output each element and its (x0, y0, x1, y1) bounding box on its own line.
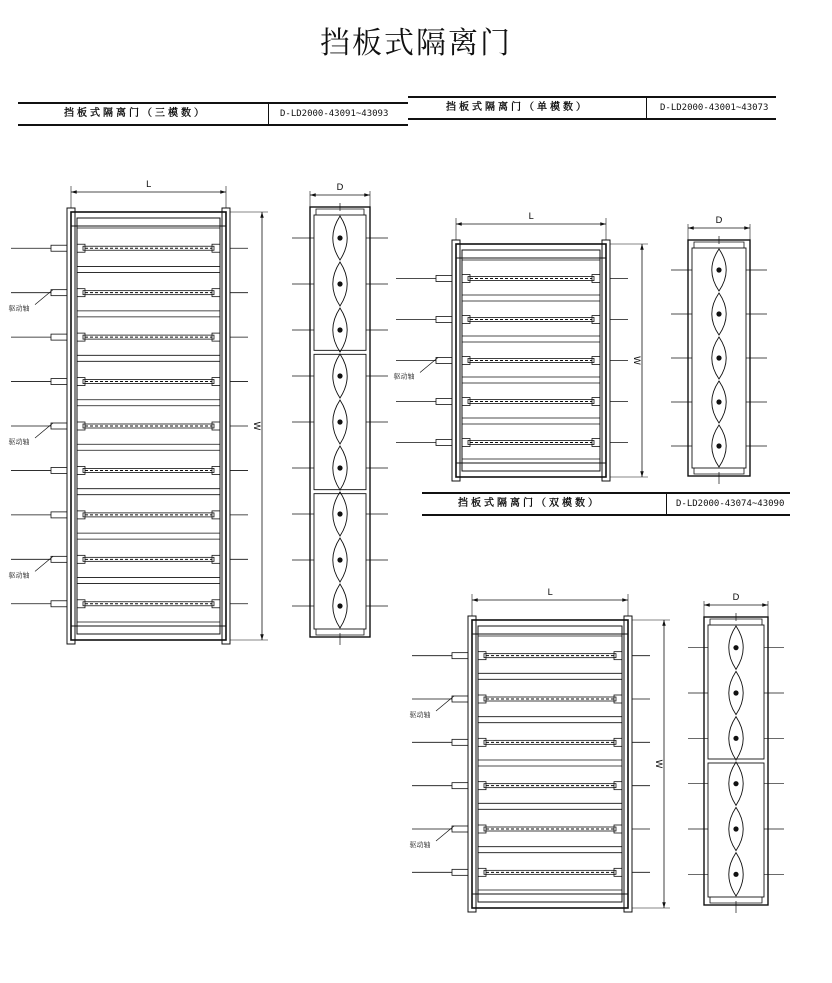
bearing (592, 398, 600, 406)
bearing (462, 398, 470, 406)
dimension-arrow (456, 222, 462, 226)
pivot-point (733, 872, 738, 877)
shaft-stub (452, 783, 468, 789)
bearing (212, 289, 220, 297)
dimension-arrow (600, 222, 606, 226)
drawing-code: D-LD2000-43001~43073 (660, 103, 769, 113)
bearing (462, 439, 470, 447)
shaft-stub (51, 379, 67, 385)
front-view-triple (9, 180, 269, 644)
damper-blade (394, 342, 629, 381)
dimension-arrow (704, 603, 710, 607)
dimension-arrow (762, 603, 768, 607)
drive-shaft-label: 驱动轴 (393, 372, 415, 381)
dimension-arrow (71, 190, 77, 194)
front-view-single (394, 212, 649, 481)
bearing (212, 466, 220, 474)
bearing (478, 738, 486, 746)
pivot-point (337, 235, 342, 240)
shaft-stub (51, 556, 67, 562)
bearing (592, 275, 600, 283)
damper-blade (412, 853, 650, 890)
blade-section (688, 762, 784, 805)
bearing (77, 244, 85, 252)
blade-section (671, 249, 767, 291)
dimension-label: D (336, 183, 344, 193)
callout-line (35, 556, 53, 571)
pivot-point (716, 443, 721, 448)
callout-line (35, 423, 53, 438)
pivot-point (733, 781, 738, 786)
blade-section (292, 308, 388, 352)
pivot-point (337, 419, 342, 424)
pivot-point (337, 281, 342, 286)
blade-section (292, 262, 388, 306)
blade-section (688, 626, 784, 669)
dimension-label: L (547, 588, 553, 598)
outer-frame (472, 620, 628, 908)
bearing (212, 555, 220, 563)
dimension-arrow (662, 902, 666, 908)
damper-blade (9, 539, 249, 579)
callout-line (35, 290, 53, 305)
bearing (77, 378, 85, 386)
drawing-code: D-LD2000-43074~43090 (676, 499, 785, 509)
bearing (614, 782, 622, 790)
drive-shaft-label: 驱动轴 (8, 438, 30, 446)
blade-section (688, 717, 784, 760)
dimension-label: W (631, 356, 641, 365)
bearing (212, 511, 220, 519)
damper-blade (11, 495, 248, 533)
shaft-stub (436, 440, 452, 446)
shaft-stub (436, 317, 452, 323)
damper-blade (396, 424, 628, 459)
bearing (614, 695, 622, 703)
pivot-point (337, 603, 342, 608)
bearing (462, 275, 470, 283)
dimension-arrow (364, 193, 370, 197)
damper-blade (396, 301, 628, 336)
bearing (212, 600, 220, 608)
damper-blade (412, 766, 650, 803)
inner-frame (77, 218, 220, 634)
pivot-point (733, 690, 738, 695)
bearing (462, 316, 470, 324)
dimension-arrow (260, 634, 264, 640)
callout-line (420, 358, 438, 373)
bearing (614, 738, 622, 746)
drive-shaft-label: 驱动轴 (8, 304, 30, 313)
bearing (592, 357, 600, 365)
blade-section (688, 853, 784, 896)
bearing (592, 316, 600, 324)
bearing (478, 652, 486, 660)
pivot-point (337, 327, 342, 332)
dimension-arrow (310, 193, 316, 197)
dimension-arrow (260, 212, 264, 218)
pivot-point (733, 645, 738, 650)
drive-shaft-label: 驱动轴 (409, 711, 431, 719)
blade-section (671, 293, 767, 335)
shaft-stub (436, 276, 452, 282)
bearing (478, 825, 486, 833)
damper-blade (11, 584, 248, 622)
dimension-arrow (640, 471, 644, 477)
page-title: 挡板式隔离门 (320, 26, 512, 61)
bearing (478, 782, 486, 790)
bearing (77, 333, 85, 341)
blade-section (671, 381, 767, 423)
side-frame (704, 617, 768, 905)
damper-blade (396, 383, 628, 418)
dimension-label: D (732, 593, 740, 603)
shaft-stub (51, 601, 67, 607)
blade-section (292, 446, 388, 490)
blade-section (688, 807, 784, 850)
bearing (212, 378, 220, 386)
dimension-arrow (472, 598, 478, 602)
front-view-double (410, 588, 671, 912)
dimension-arrow (622, 598, 628, 602)
dimension-arrow (688, 226, 694, 230)
drawing-name: 挡板式隔离门（三模数） (64, 108, 207, 119)
shaft-stub (51, 423, 67, 429)
bearing (212, 422, 220, 430)
drawing-name: 挡板式隔离门（单模数） (446, 102, 589, 113)
blade-section (292, 584, 388, 628)
bearing (77, 555, 85, 563)
callout-line (436, 696, 454, 711)
blade-section (671, 337, 767, 379)
bearing (77, 289, 85, 297)
blade-section (292, 354, 388, 398)
pivot-point (716, 311, 721, 316)
side-view-double (688, 593, 784, 913)
damper-blade (9, 272, 249, 312)
dimension-label: W (653, 759, 663, 769)
shaft-stub (436, 358, 452, 364)
bearing (614, 652, 622, 660)
bearing (77, 511, 85, 519)
bearing (462, 357, 470, 365)
dimension-arrow (662, 620, 666, 626)
side-view-triple (292, 183, 388, 645)
damper-blade (410, 809, 651, 849)
dimension-label: D (715, 216, 723, 226)
side-view-single (671, 216, 767, 484)
dimension-label: W (251, 421, 261, 431)
pivot-point (337, 465, 342, 470)
bearing (77, 422, 85, 430)
dimension-arrow (640, 244, 644, 250)
blade-section (671, 425, 767, 467)
callout-line (436, 826, 454, 841)
shaft-stub (51, 467, 67, 473)
drive-shaft-label: 驱动轴 (409, 841, 431, 849)
blade-section (688, 671, 784, 714)
damper-blade (9, 406, 249, 446)
bearing (478, 868, 486, 876)
shaft-stub (51, 334, 67, 340)
shaft-stub (452, 739, 468, 745)
bearing (614, 825, 622, 833)
damper-blade (412, 636, 650, 673)
bearing (614, 868, 622, 876)
damper-blade (410, 679, 651, 719)
pivot-point (337, 373, 342, 378)
inner-frame (478, 626, 622, 902)
bearing (212, 244, 220, 252)
shaft-stub (452, 653, 468, 659)
damper-blade (11, 361, 248, 399)
dimension-label: L (145, 180, 152, 190)
pivot-point (337, 557, 342, 562)
damper-blade (11, 450, 248, 488)
shaft-stub (452, 696, 468, 702)
shaft-stub (452, 826, 468, 832)
blade-section (292, 216, 388, 260)
shaft-stub (436, 399, 452, 405)
damper-blade (11, 317, 248, 355)
bearing (77, 600, 85, 608)
damper-blade (396, 260, 628, 295)
shaft-stub (51, 512, 67, 518)
pivot-point (716, 399, 721, 404)
shaft-stub (452, 869, 468, 875)
drive-shaft-label: 驱动轴 (8, 571, 30, 580)
blade-section (292, 492, 388, 536)
dimension-label: L (528, 212, 534, 222)
bearing (77, 466, 85, 474)
pivot-point (337, 511, 342, 516)
bearing (592, 439, 600, 447)
dimension-arrow (744, 226, 750, 230)
bearing (478, 695, 486, 703)
blade-section (292, 538, 388, 582)
shaft-stub (51, 245, 67, 251)
damper-blade (11, 228, 248, 266)
damper-blade (412, 723, 650, 760)
pivot-point (733, 736, 738, 741)
bearing (212, 333, 220, 341)
pivot-point (716, 355, 721, 360)
pivot-point (733, 826, 738, 831)
drawing-code: D-LD2000-43091~43093 (280, 109, 389, 119)
dimension-arrow (220, 190, 226, 194)
shaft-stub (51, 290, 67, 296)
drawing-name: 挡板式隔离门（双模数） (458, 498, 601, 509)
blade-section (292, 400, 388, 444)
pivot-point (716, 267, 721, 272)
